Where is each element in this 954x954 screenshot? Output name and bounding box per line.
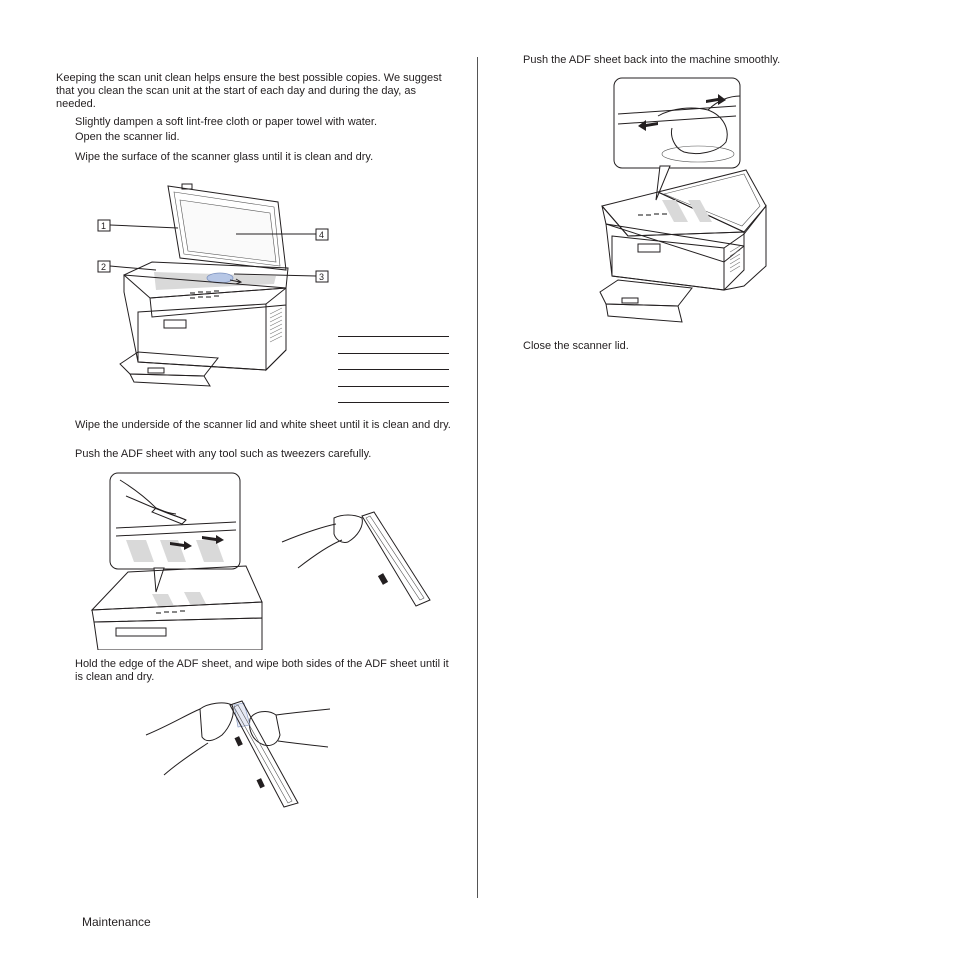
step-1: Slightly dampen a soft lint-free cloth or paper towel with water. (75, 116, 378, 128)
step-4: Wipe the underside of the scanner lid and white sheet until it is clean and dry. (75, 419, 451, 431)
step-2: Open the scanner lid. (75, 131, 180, 143)
step-5: Push the ADF sheet with any tool such as tweezers carefully. (75, 448, 372, 460)
step-7: Push the ADF sheet back into the machine smoothly. (523, 54, 781, 66)
callout-4: 4 (319, 230, 325, 240)
column-divider (477, 57, 478, 898)
legend-line (338, 336, 449, 337)
intro-paragraph: Keeping the scan unit clean helps ensure the best possible copies. We suggest that you clean the scan unit at the start of each day and during the day, as needed. (56, 72, 442, 110)
adf-sheet-wipe-figure (140, 695, 340, 810)
adf-sheet-reinsert-figure (598, 76, 770, 328)
legend-line (338, 402, 449, 403)
step-8: Close the scanner lid. (523, 340, 629, 352)
step-3: Wipe the surface of the scanner glass until it is clean and dry. (75, 151, 374, 163)
footer-section-title: Maintenance (82, 915, 151, 929)
callout-2: 2 (101, 262, 107, 272)
step-6: Hold the edge of the ADF sheet, and wipe both sides of the ADF sheet until it is clean and dry. (75, 658, 449, 683)
legend-line (338, 369, 449, 370)
callout-3: 3 (319, 272, 325, 282)
legend-line (338, 386, 449, 387)
adf-sheet-push-figure (86, 470, 436, 650)
callout-1: 1 (101, 221, 107, 231)
scanner-glass-figure (90, 180, 340, 395)
legend-line (338, 353, 449, 354)
